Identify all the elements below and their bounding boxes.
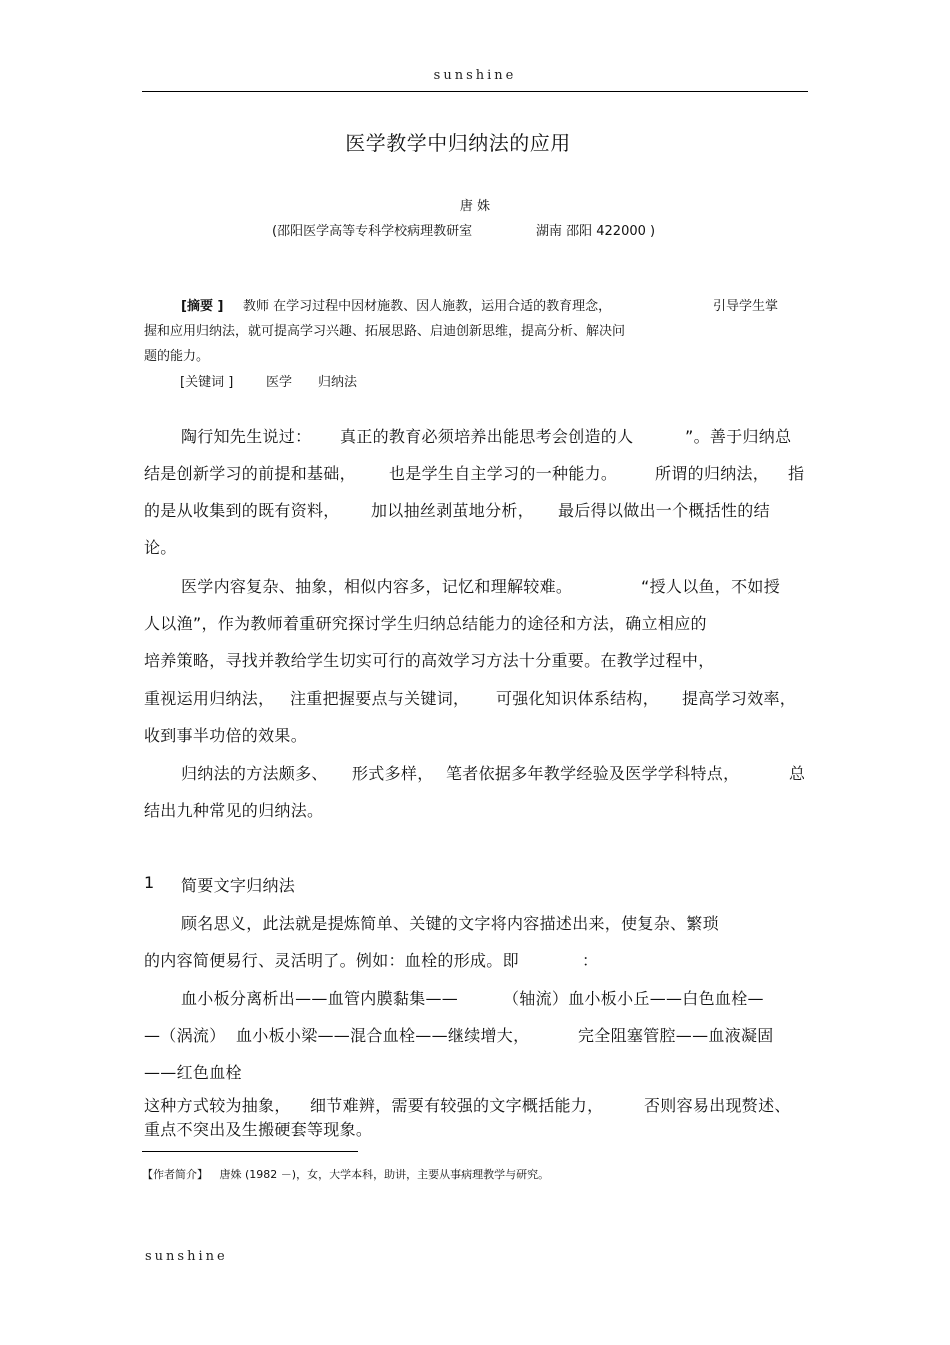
section-title: 简要文字归纳法 xyxy=(181,876,296,895)
text-run: 否则容易出现赘述、 xyxy=(644,1096,791,1115)
text-run: 收到事半功倍的效果。 xyxy=(144,726,308,745)
author-name: 唐 姝 xyxy=(459,199,491,214)
text-run: 结是创新学习的前提和基础， xyxy=(144,464,356,483)
quoted-text: 真正的教育必须培养出能思考会创造的人 xyxy=(340,427,634,446)
text-run: 所谓的归纳法， xyxy=(655,464,770,483)
text-run: 重点不突出及生搬硬套等现象。 xyxy=(144,1120,373,1139)
text-run: 最后得以做出一个概括性的结 xyxy=(558,501,770,520)
abstract-line: 教师 在学习过程中因材施教、因人施教，运用合适的教育理念， xyxy=(243,299,612,314)
footnote-label: 【作者简介】 xyxy=(142,1168,208,1181)
text-run: 形式多样， xyxy=(352,764,434,783)
text-run: 完全阻塞管腔——血液凝固 xyxy=(578,1026,774,1045)
text-run: —（涡流） xyxy=(144,1026,226,1045)
text-run: 人以渔”，作为教师着重研究探讨学生归纳总结能力的途径和方法，确立相应的 xyxy=(144,614,707,633)
text-run: 总 xyxy=(789,764,806,783)
text-run: 加以抽丝剥茧地分析， xyxy=(371,501,535,520)
text-run: 论。 xyxy=(144,538,177,557)
footnote xyxy=(142,1166,549,1182)
keyword: 医学 xyxy=(266,375,293,390)
running-header: sunshine xyxy=(433,68,517,83)
text-run: 笔者依据多年教学经验及医学学科特点， xyxy=(446,764,740,783)
text-run: 归纳法的方法颇多、 xyxy=(181,764,328,783)
text-run: 血小板分离析出——血管内膜黏集—— xyxy=(181,989,459,1008)
text-run: 培养策略，寻找并教给学生切实可行的高效学习方法十分重要。在教学过程中， xyxy=(144,651,715,670)
abstract-line: 引导学生掌 xyxy=(713,299,779,314)
keyword: 归纳法 xyxy=(318,375,358,390)
footnote-text: 唐姝 (1982 －)，女，大学本科，助讲，主要从事病理教学与研究。 xyxy=(219,1168,550,1181)
text-run: ： xyxy=(582,951,599,970)
affiliation-location: 湖南 邵阳 422000 ) xyxy=(536,224,656,239)
text-run: 结出九种常见的归纳法。 xyxy=(144,801,324,820)
text-run: 注重把握要点与关键词， xyxy=(290,689,470,708)
section-number: 1 xyxy=(144,873,155,892)
text-run: 这种方式较为抽象， xyxy=(144,1096,291,1115)
text-run: 血小板小梁——混合血栓——继续增大， xyxy=(236,1026,530,1045)
text-run: 可强化知识体系结构， xyxy=(496,689,660,708)
abstract-line: 握和应用归纳法，就可提高学习兴趣、拓展思路、启迪创新思维，提高分析、解决问 xyxy=(144,324,626,339)
keywords-label: [关键词 ] xyxy=(180,375,234,390)
text-run: （轴流）血小板小丘——白色血栓— xyxy=(503,989,764,1008)
text-run: 指 xyxy=(788,464,805,483)
text-run: 细节难辨，需要有较强的文字概括能力， xyxy=(310,1096,604,1115)
affiliation-institution: (邵阳医学高等专科学校病理教研室 xyxy=(272,224,473,239)
text-run: 也是学生自主学习的一种能力。 xyxy=(389,464,618,483)
text-run: 提高学习效率， xyxy=(682,689,797,708)
text-run: 顾名思义，此法就是提炼简单、关键的文字将内容描述出来，使复杂、繁琐 xyxy=(181,914,719,933)
text-run: ”。善于归纳总 xyxy=(685,427,792,446)
article-title: 医学教学中归纳法的应用 xyxy=(345,131,571,155)
text-run: 的是从收集到的既有资料， xyxy=(144,501,340,520)
text-run: 重视运用归纳法， xyxy=(144,689,275,708)
footnote-rule xyxy=(142,1151,358,1152)
abstract-line: 题的能力。 xyxy=(144,349,210,364)
quoted-text: “授人以鱼，不如授 xyxy=(641,577,780,596)
text-run: 医学内容复杂、抽象，相似内容多，记忆和理解较难。 xyxy=(181,577,573,596)
header-rule xyxy=(142,91,808,92)
text-run: ——红色血栓 xyxy=(144,1063,242,1082)
text-run: 陶行知先生说过： xyxy=(181,427,312,446)
text-run: 的内容简便易行、灵活明了。例如：血栓的形成。即 xyxy=(144,951,519,970)
running-footer: sunshine xyxy=(145,1249,228,1264)
abstract-label: [摘要 ] xyxy=(181,299,224,314)
